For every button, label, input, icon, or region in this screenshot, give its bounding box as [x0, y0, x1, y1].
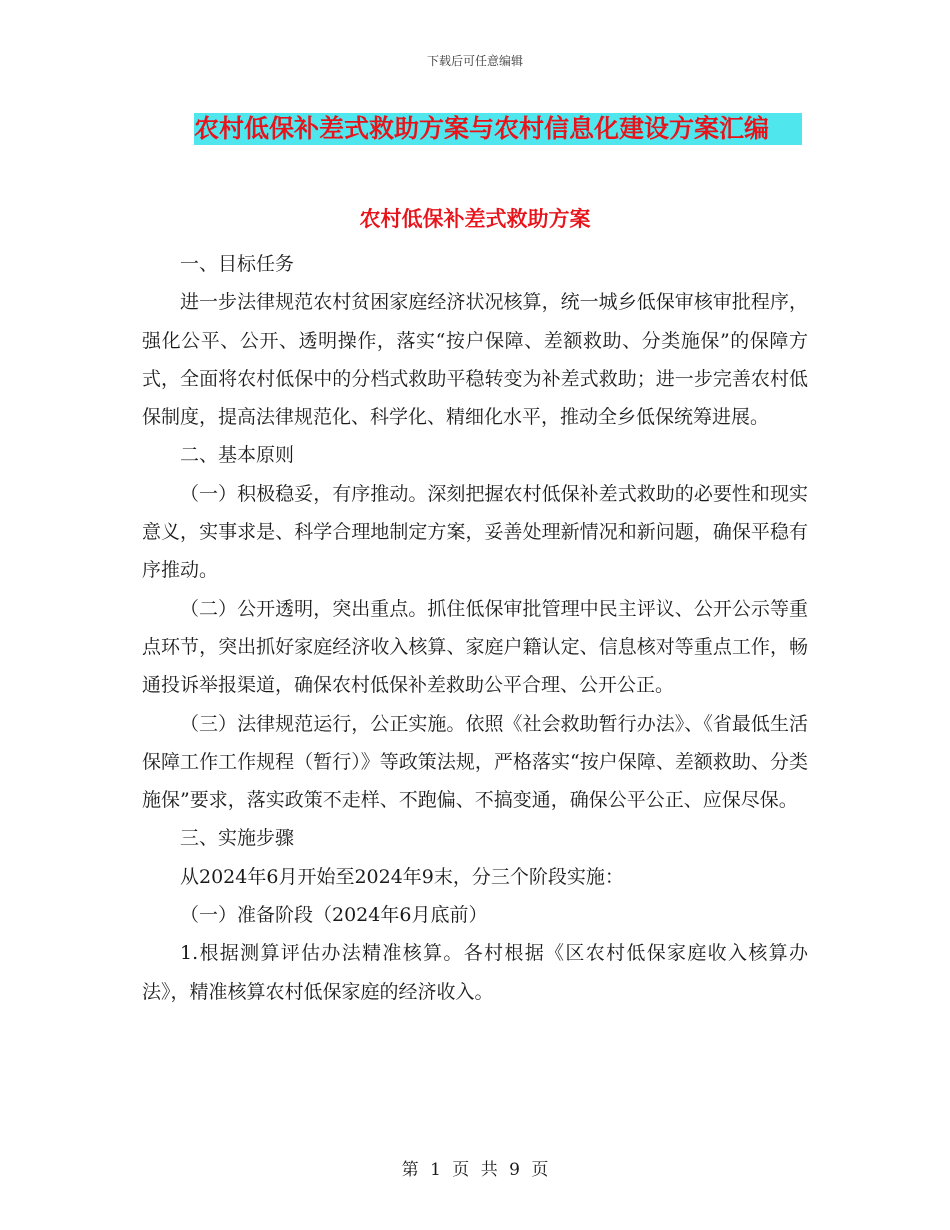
paragraph-principle-1: （一）积极稳妥，有序推动。深刻把握农村低保补差式救助的必要性和现实意义，实事求是、科学合理地制定方案，妥善处理新情况和新问题，确保平稳有序推动。	[142, 482, 808, 582]
page-header-note: 下载后可任意编辑	[426, 54, 523, 68]
document-main-title: 农村低保补差式救助方案与农村信息化建设方案汇编	[194, 113, 802, 145]
section-heading-steps: 三、实施步骤	[180, 827, 295, 850]
document-body	[142, 245, 808, 1011]
paragraph-stage-1: （一）准备阶段（2024年6月底前）	[180, 904, 488, 927]
paragraph-steps-intro: 从2024年6月开始至2024年9末，分三个阶段实施：	[180, 865, 624, 888]
page-footer-number: 第 1 页 共 9 页	[401, 1160, 549, 1180]
paragraph-principle-2: （二）公开透明，突出重点。抓住低保审批管理中民主评议、公开公示等重点环节，突出抓好家庭经济收入核算、家庭户籍认定、信息核对等重点工作，畅通投诉举报渠道，确保农村低保补差救助公平合理、公开公正。	[142, 597, 808, 697]
paragraph-stage-1-item-1: 1.根据测算评估办法精准核算。各村根据《区农村低保家庭收入核算办法》，精准核算农村低保家庭的经济收入。	[142, 942, 808, 1003]
paragraph-principle-3: （三）法律规范运行，公正实施。依照《社会救助暂行办法》、《省最低生活保障工作工作规程（暂行）》等政策法规，严格落实“按户保障、差额救助、分类施保”要求，落实政策不走样、不跑偏、不搞变通，确保公平公正、应保尽保。	[142, 712, 808, 812]
paragraph-goals: 进一步法律规范农村贫困家庭经济状况核算，统一城乡低保审核审批程序，强化公平、公开、透明操作，落实“按户保障、差额救助、分类施保”的保障方式，全面将农村低保中的分档式救助平稳转变为补差式救助；进一步完善农村低保制度，提高法律规范化、科学化、精细化水平，推动全乡低保统筹进展。	[142, 291, 808, 429]
document-sub-title: 农村低保补差式救助方案	[359, 207, 591, 231]
section-heading-goals: 一、目标任务	[180, 253, 295, 275]
section-heading-principles: 二、基本原则	[180, 444, 295, 467]
